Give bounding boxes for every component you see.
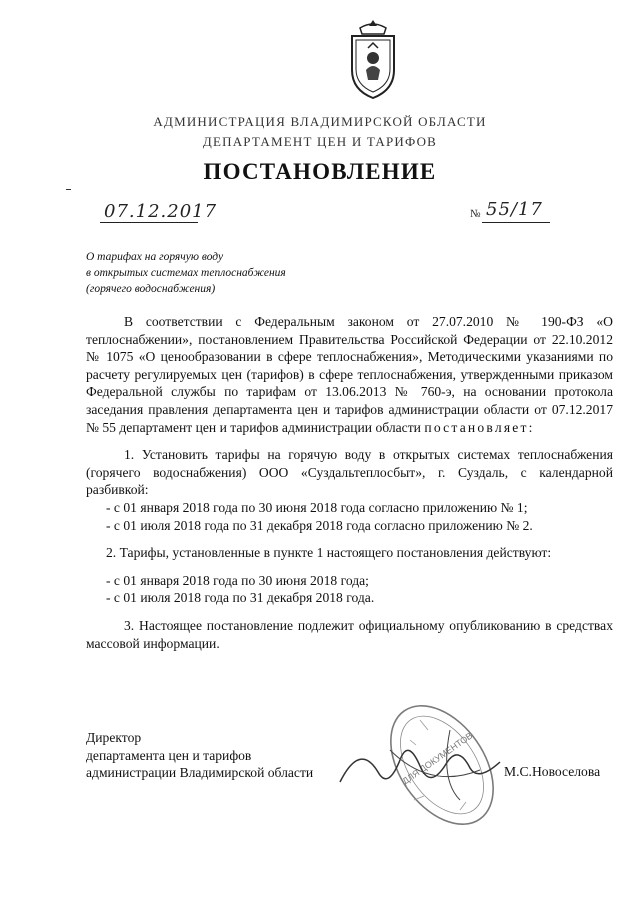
subject-line: О тарифах на горячую воду [86,251,224,263]
document-type-title: ПОСТАНОВЛЕНИЕ [203,159,437,184]
item-1: 1. Установить тарифы на горячую воду в открытых системах теплоснабжения (горячего водоснабжения) ООО «Суздальтеплосбыт», г. Суздаль, с календарной разбивкой: [86,447,613,498]
position-line: администрации Владимирской области [86,765,314,781]
number-underline [482,222,550,223]
number-sign: № [470,208,481,220]
subject-line: (горячего водоснабжения) [86,283,216,295]
organization-name: АДМИНИСТРАЦИЯ ВЛАДИМИРСКОЙ ОБЛАСТИ [153,114,487,129]
document-subject [86,249,386,297]
item-2-period: - с 01 января 2018 года по 30 июня 2018 года; [106,572,369,588]
document-body [86,313,613,652]
signatory-name: М.С.Новоселова [504,764,601,779]
preamble-text: В соответствии с Федеральным законом от 27.07.2010 № 190-ФЗ «О теплоснабжении», постановлением Правительства Российской Федерации от 22.10.2012 № 1075 «О ценообразовании в сфере теплоснабжения», Методическими указаниями по расчету регулируемых цен (тарифов) в сфере теплоснабжения, утвержденными приказом Федеральной службы по тарифам от 13.06.2013 № 760-э, на основании протокола заседания правления департамента цен и тарифов администрации области от 07.12.2017 № 55 департамент цен и тарифов администрации области [86,314,613,435]
decree-word: постановляет: [424,419,535,435]
preamble-paragraph [86,313,613,436]
item-3: 3. Настоящее постановление подлежит официальному опубликованию в средствах массовой информации. [86,617,613,651]
item-1-period: - с 01 января 2018 года по 30 июня 2018 года согласно приложению № 1; [106,499,528,515]
subject-line: в открытых системах теплоснабжения [86,267,286,279]
position-line: департамента цен и тарифов [86,747,252,763]
department-name: ДЕПАРТАМЕНТ ЦЕН И ТАРИФОВ [202,134,438,149]
stamp-text: ДЛЯ ДОКУМЕНТОВ [400,730,475,787]
item-2-period: - с 01 июля 2018 года по 31 декабря 2018 года. [106,590,375,606]
item-1-period: - с 01 июля 2018 года по 31 декабря 2018 года согласно приложению № 2. [106,517,533,533]
position-line: Директор [86,730,142,745]
signatory-position [86,729,313,782]
coat-of-arms-emblem [344,18,402,100]
document-date: 07.12.2017 [104,201,218,222]
date-underline [100,222,198,223]
item-2: 2. Тарифы, установленные в пункте 1 настоящего постановления действуют: [106,545,552,561]
margin-mark [66,189,71,190]
document-number: 55/17 [486,199,543,220]
handwritten-signature [330,720,520,810]
